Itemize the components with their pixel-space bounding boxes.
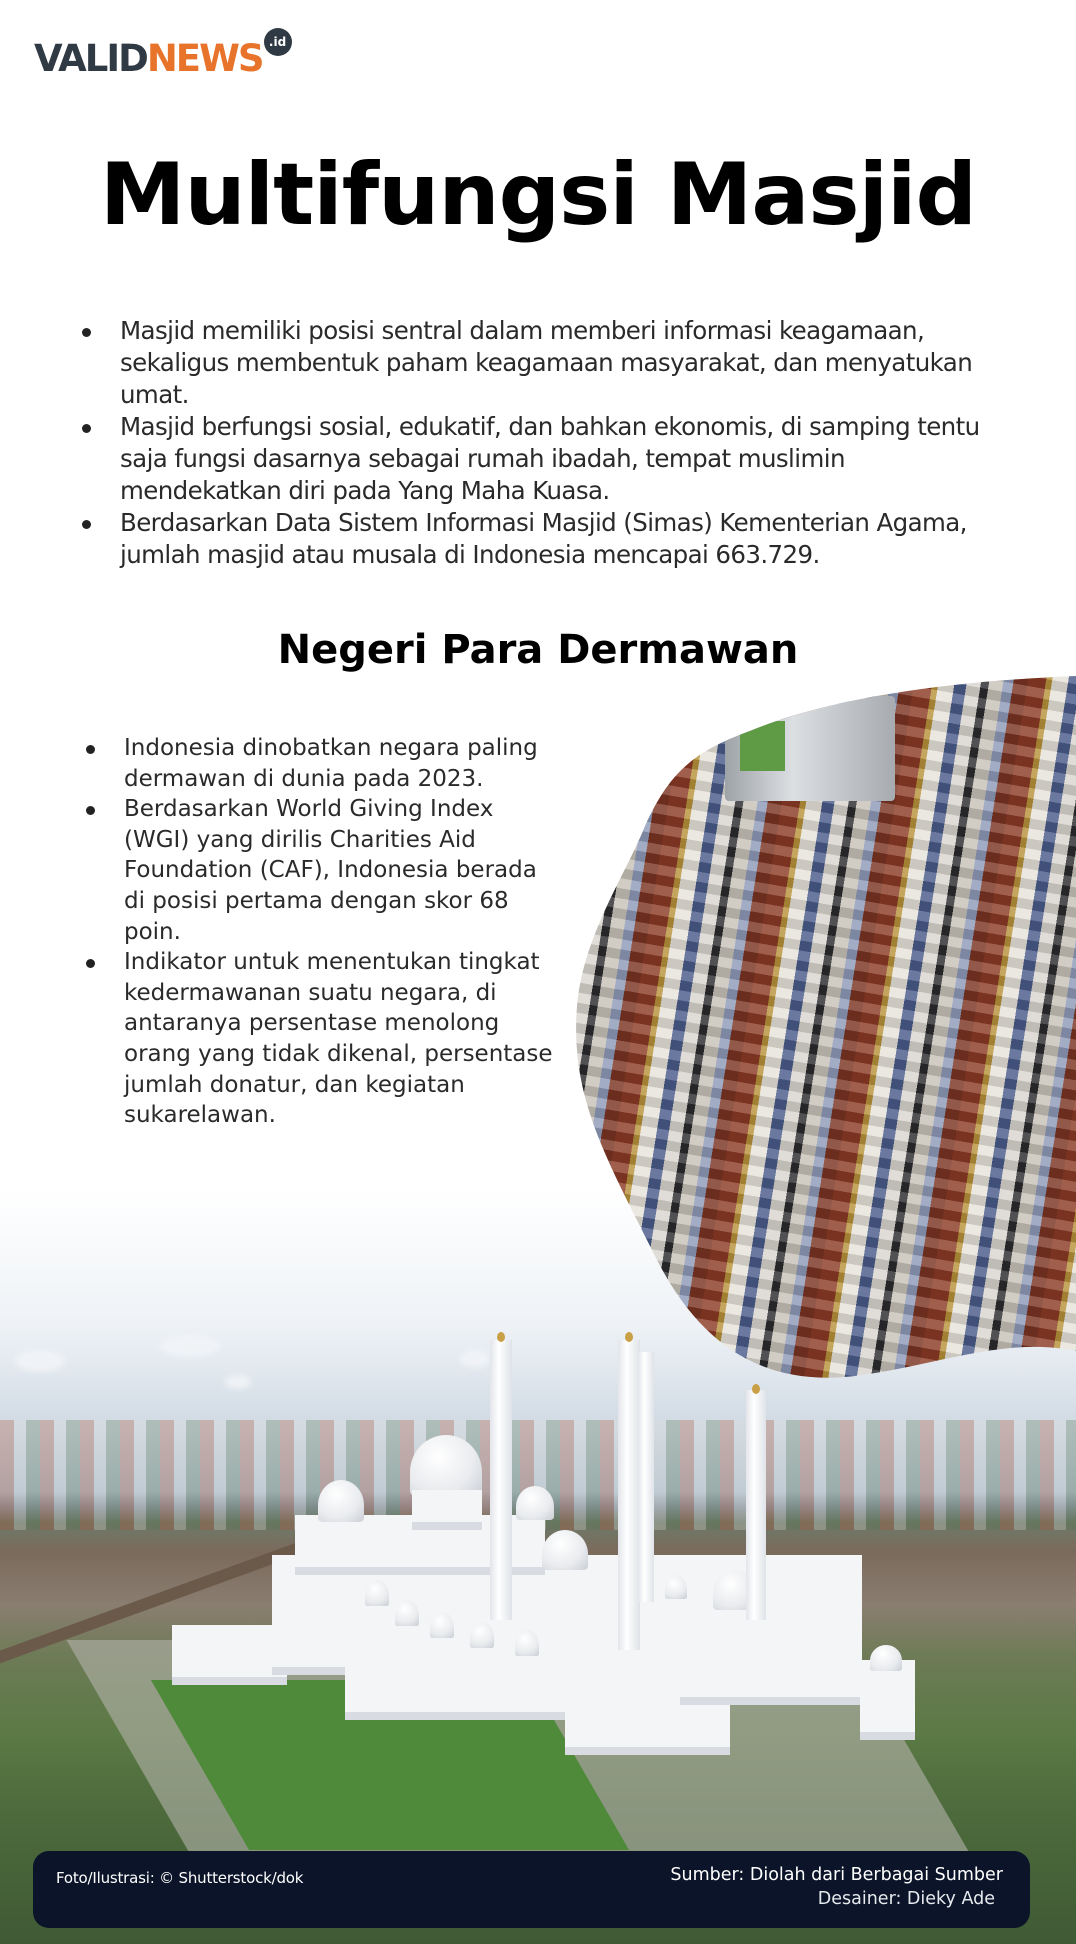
- logo-text-news: NEWS: [146, 37, 263, 80]
- list-item: Masjid memiliki posisi sentral dalam memberi informasi keagamaan, sekaligus membentuk paham keagamaan masyarakat, dan menyatukan umat.: [78, 315, 1008, 411]
- list-item: Masjid berfungsi sosial, edukatif, dan bahkan ekonomis, di samping tentu saja fungsi dasarnya sebagai rumah ibadah, tempat muslimin mendekatkan diri pada Yang Maha Kuasa.: [78, 411, 1008, 507]
- photo-credit: Foto/Ilustrasi: © Shutterstock/dok: [56, 1869, 304, 1887]
- logo-badge-id: .id: [264, 28, 292, 56]
- list-item: Berdasarkan World Giving Index (WGI) yang dirilis Charities Aid Foundation (CAF), Indonesia berada di posisi pertama dengan skor 68 poin.: [82, 794, 562, 947]
- footer-credit-bar: [33, 1851, 1030, 1928]
- list-item: Indonesia dinobatkan negara paling dermawan di dunia pada 2023.: [82, 733, 562, 794]
- logo-text-valid: VALID: [34, 37, 147, 80]
- footer-source-block: [670, 1863, 1003, 1911]
- page-title: Multifungsi Masjid: [99, 145, 977, 245]
- list-item: Berdasarkan Data Sistem Informasi Masjid (Simas) Kementerian Agama, jumlah masjid atau musala di Indonesia mencapai 663.729.: [78, 507, 1008, 571]
- designer-credit: Desainer: Dieky Ade: [817, 1889, 995, 1909]
- section2-bullet-list: [82, 733, 562, 1131]
- source-text: Sumber: Diolah dari Berbagai Sumber: [670, 1865, 1003, 1885]
- section-heading: Negeri Para Dermawan: [277, 627, 799, 673]
- list-item: Indikator untuk menentukan tingkat kedermawanan suatu negara, di antaranya persentase menolong orang yang tidak dikenal, persentase jumlah donatur, dan kegiatan sukarelawan.: [82, 947, 562, 1131]
